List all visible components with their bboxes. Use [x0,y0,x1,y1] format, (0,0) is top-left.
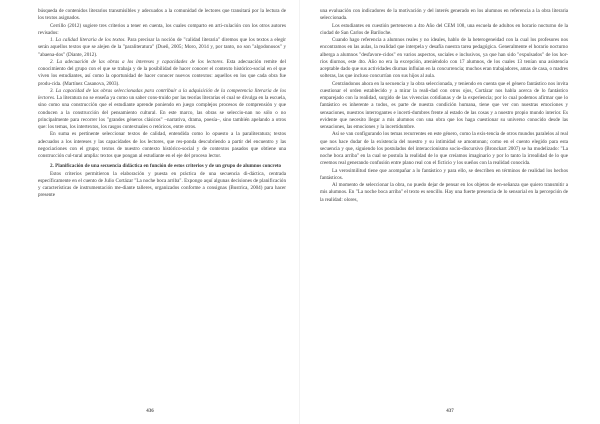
paragraph-text: búsqueda de contenidos literarios transmisibles y adecuados a la comunidad de lectores que transitará por la lectura de los textos asignados. [38,8,286,22]
paragraph-text: Centrándonos ahora en la secuencia y la obra seleccionada, y teniendo en cuenta que el género fantástico nos invita cuestionar el orden establecido y a mirar la reali-dad con otros ojos, Cortázar nos habla acerca de lo fantástico emparejado con la realidad, surgido de las vivencias cotidianas y de la experiencia; por lo cual podemos afirmar que lo fantástico es inherente a todos, es parte de nuestra condición humana, tiene que ver con nuestras emociones y sensaciones, nuestros interrogantes e incerti-dumbres frente al estado de las cosas y a nuestro propio mundo interior. Es evidente que necesito llegar a mis alumnos con una obra que los haga cuestionar su universo conocido desde las sensaciones, las emociones y la incertidumbre. [320,80,568,130]
paragraph-text: Los estudiantes en cuestión pertenecen a 4to Año del CEM 108, una escuela de adultos en horario nocturno de la ciudad de San Carlos de Bariloche. [320,22,568,36]
paragraph [38,8,286,23]
paragraph [38,23,286,38]
paragraph [320,23,568,38]
paragraph [38,88,286,132]
paragraph [38,163,286,170]
left-text-column [38,8,286,200]
paragraph-text: Esta adecuación remite del conocimiento del grupo con el que se trabaja y de la posibilidad de hacer conocer el contexto histórico-social en el que viven los estudiantes, así como la oportunidad de hacer conocer nuevos contextos: aquellos en los que cada obra fue produ-cida. (Martínez Casanova, 2003). [38,58,286,87]
paragraph-text: Al momento de seleccionar la obra, no puedo dejar de pensar en los objetos de en-señanza que quiero transmitir a mis alumnos. En "La noche boca arriba" el texto es sencillo. Hay una fuerte presencia de lo sensorial en la percepción de la realidad: olores, [320,182,568,203]
paragraph [320,37,568,81]
italic-lead: 3. La capacidad de las obras seleccionadas para contribuir a la adquisición de la competencia literaria de los lectores. [38,87,286,101]
paragraph-text: Cuando hago referencia a alumnos reales y no ideales, hablo de la heterogeneidad con la cual los profesores nos encontramos en las aulas, la realidad que interpela y desafía nuestra tarea pedagógica. Generalmente el horario nocturno alberga a alumnos "desfavore-cidos" en varios aspectos, sociales e inclusivos, ya que han sido "expulsados" de los hor-rios diurnos, este 4to. Año no era la excepción, ateniéndolo con 17 alumnos, de los cuales 13 tenían una asistencia aceptable dado que sus actividades diurnas influían en la concurrencia; muchos eran trabajadores, amas de casa, o madres solteras, las que incluso concurrían con sus hijos al aula. [320,37,568,80]
paragraph-text: Para precisar la noción de "calidad literaria" diremos que los textos a elegir serán aquellos textos que se alejen de la "paraliteratura" (Dueñ, 2005; Moro, 2014 y, por tanto, no son "algodonosos" y "abaena-dos" (Diante, 2012). [38,37,286,58]
paragraph [320,8,568,23]
paragraph [38,59,286,88]
paragraph [38,37,286,59]
paragraph [320,168,568,183]
italic-lead: 1. La calidad literaria de los textos. [50,37,126,43]
paragraph-text: Cerrillo (2012) sugiere tres criterios a tener en cuenta, los cuales comparto en arti-culación con los otros autores revisados: [38,22,286,36]
paragraph-text: En suma es pertinente seleccionar textos de calidad, entendida como lo opuesto a la paraliteratura; textos adecuados a los intereses y las capacidades de los lectores, que res-ponda descubriendo a partir del encuentro y las negociaciones con el grupo; textos de nuestro contexto histórico-social y de contextos pasados que obtiene una construcción cul-tural amplia: textos que pongan al estudiante en el eje del proceso lector. [38,131,286,159]
right-page [300,0,600,424]
paragraph-text: Estos criterios permitieron la elaboración y puesta en práctica de una secuencia di-dáctica, centrada específicamente en el cuento de Julio Cortázar "La noche boca arriba". Expongo aquí algunas decisiones de planificación y características de instrumentación me-diante talleres, organizados conforme a consignas (Bustrica, 2004) para hacer presente [38,170,286,199]
paragraph [38,171,286,200]
italic-lead: 2. La adecuación de las obras a los intereses y capacidades de los lectores. [50,58,224,65]
paragraph [320,81,568,132]
paragraph [320,182,568,204]
page-number-left: 436 [146,409,154,414]
paragraph-text: 2. Planificación de una secuencia didáctica en función de estos criterios y de un grupo de alumnos concreto [50,163,282,170]
right-text-column [320,8,568,204]
page-number-right: 437 [446,409,454,414]
paragraph [38,131,286,160]
paragraph [320,131,568,167]
paragraph-text: Así se van configurando los temas recurrentes en este género, como la exis-tencia de otros mundos paralelos al real que nos hace dudar de la existencia del nuestro y su intimidad se amontonan; como en el cuento elegido para esta secuencia y que, siguiendo los postulados del interaccionismo socio-discursivo (Bronckart 2007) se ha modelizado: "La noche boca arriba" en la cual se postula la realidad de lo que creíamos imaginario y por lo tanto la irrealidad de lo que creemos real generando confusión entre plano real con el ficticio y los sueños con la realidad conocida. [320,131,568,167]
paragraph-text: La verosimilitud tiene que acompañar a lo fantástico y para ello, se describen en términos de realidad los hechos fantásticos. [320,167,568,181]
paragraph-text: La literatura no se enseña ya como un saber cons-truido por las teorías literarias el cual se divulga en la escuela, sino como una construcción que el estudiante aprende poniendo en juego complejos procesos de comprensión y que conducen a la construcción del pensamiento cultural. En este marco, las obras se seleccio-nan no sólo o no principalmente para recorrer los "grandes géneros clásicos" –narrativa, drama, poesía–, sino también apelando a otros que: los temas, los intertextos, los rasgos contextuales o retóricos, entre otros. [38,95,286,130]
paragraph-text: una evaluación con indicadores de la motivación y del interés generado en los alumnos en referencia a la obra literaria seleccionada. [320,8,568,22]
